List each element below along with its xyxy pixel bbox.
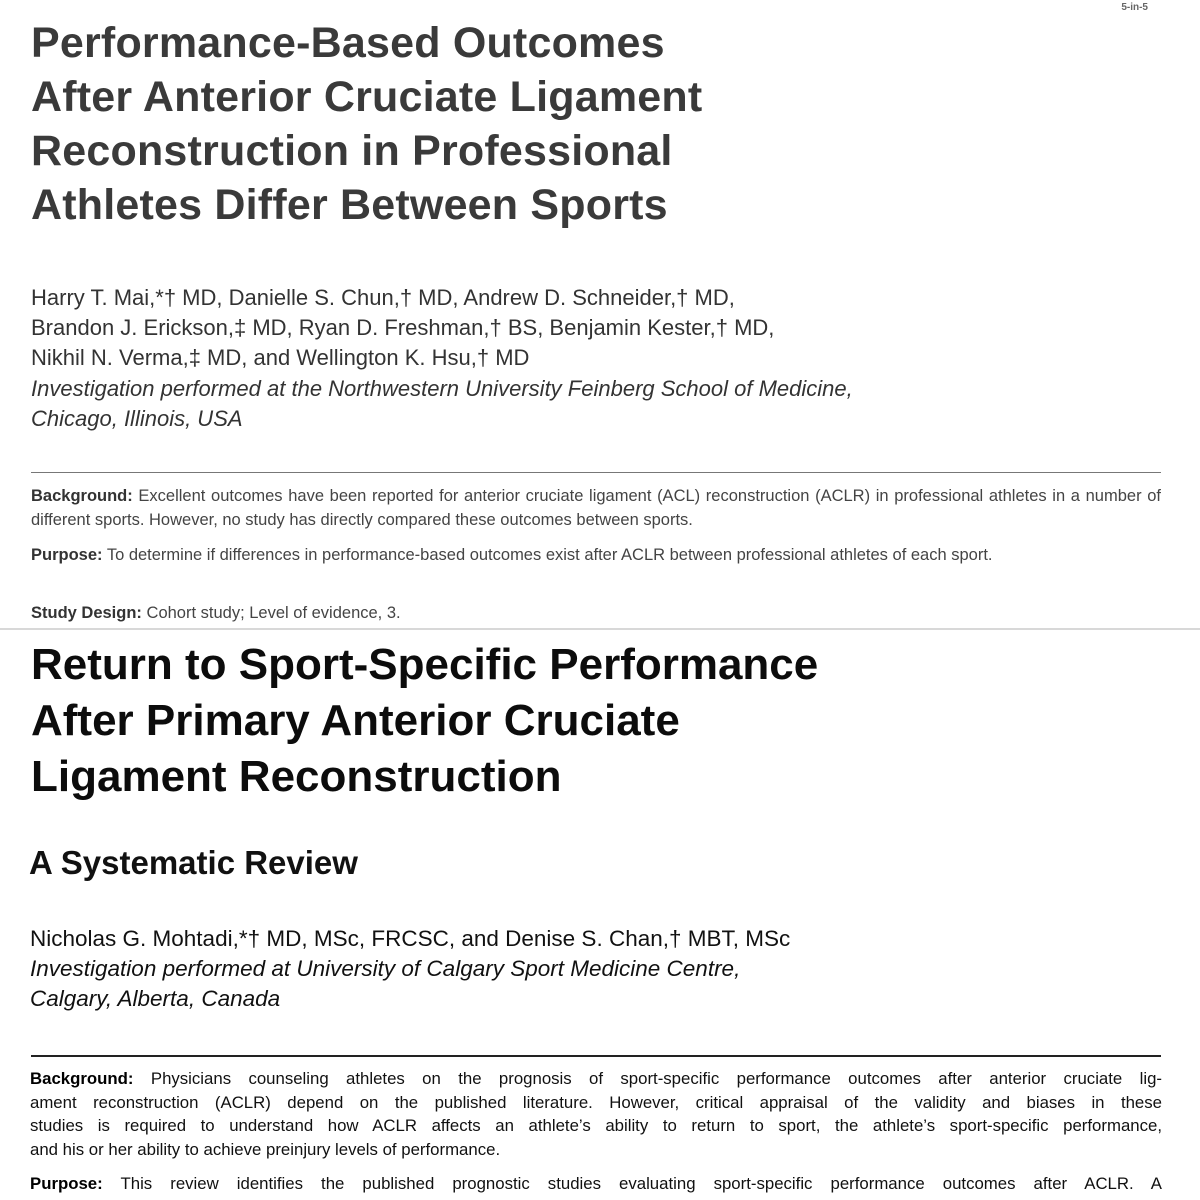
title-line: Performance-Based Outcomes <box>31 19 665 67</box>
purpose-line <box>30 1172 1162 1196</box>
background-line: and his or her ability to achieve preinjury levels of performance. <box>30 1139 501 1159</box>
background-label: Background: <box>31 487 133 505</box>
top-article-affiliation <box>31 374 1161 434</box>
bottom-article-authors: Nicholas G. Mohtadi,*† MD, MSc, FRCSC, and Denise S. Chan,† MBT, MSc <box>30 926 791 951</box>
bottom-article-panel <box>0 630 1200 1200</box>
design-text: Cohort study; Level of evidence, 3. <box>146 604 401 622</box>
bottom-article-subtitle: A Systematic Review <box>29 844 358 881</box>
abstract-divider <box>31 1055 1161 1057</box>
top-design-paragraph <box>31 601 1161 625</box>
affiliation-line: Chicago, Illinois, USA <box>31 406 243 431</box>
corner-tag: 5-in-5 <box>1121 2 1148 13</box>
title-line: Athletes Differ Between Sports <box>31 181 668 229</box>
background-text: Physicians counseling athletes on the prognosis of sport-specific performance outcomes after anterior cruciate lig- <box>150 1069 1162 1088</box>
author-line: Nikhil N. Verma,‡ MD, and Wellington K. Hsu,† MD <box>31 345 530 370</box>
author-line: Harry T. Mai,*† MD, Danielle S. Chun,† MD, Andrew D. Schneider,† MD, <box>31 285 735 310</box>
title-line: After Anterior Cruciate Ligament <box>31 73 703 121</box>
purpose-label: Purpose: <box>31 546 103 564</box>
background-label: Background: <box>30 1069 134 1088</box>
background-text: Excellent outcomes have been reported for anterior cruciate ligament (ACL) reconstruction (ACLR) in professional athletes in a number of different sports. However, no study has directly compared these outcomes between sports. <box>31 487 1161 529</box>
top-article-title <box>31 16 931 232</box>
top-background-paragraph <box>31 484 1161 532</box>
bottom-purpose-paragraph <box>30 1172 1162 1196</box>
background-line: ament reconstruction (ACLR) depend on the published literature. However, critical appraisal of the validity and biases in these <box>30 1092 1162 1112</box>
author-line: Brandon J. Erickson,‡ MD, Ryan D. Freshman,† BS, Benjamin Kester,† MD, <box>31 315 775 340</box>
affiliation-line: Calgary, Alberta, Canada <box>30 986 281 1011</box>
purpose-label: Purpose: <box>30 1174 103 1193</box>
purpose-text: This review identifies the published prognostic studies evaluating sport-specific performance outcomes after ACLR. A <box>120 1174 1162 1193</box>
design-label: Study Design: <box>31 604 142 622</box>
background-line: studies is required to understand how ACLR affects an athlete’s ability to return to sport, the athlete’s sport-specific performance, <box>30 1116 1162 1135</box>
title-line: Reconstruction in Professional <box>31 127 673 175</box>
title-line: After Primary Anterior Cruciate <box>31 696 680 745</box>
abstract-divider <box>31 472 1161 473</box>
bottom-background-paragraph <box>30 1067 1162 1161</box>
top-article-authors <box>31 283 1161 373</box>
bottom-article-affiliation <box>30 954 1160 1014</box>
affiliation-line: Investigation performed at the Northwestern University Feinberg School of Medicine, <box>31 376 853 401</box>
top-purpose-paragraph <box>31 543 1161 567</box>
bottom-article-title <box>31 637 1131 805</box>
background-line <box>30 1067 1162 1091</box>
affiliation-line: Investigation performed at University of Calgary Sport Medicine Centre, <box>30 956 741 981</box>
title-line: Return to Sport-Specific Performance <box>31 640 819 689</box>
purpose-text: To determine if differences in performance-based outcomes exist after ACLR between professional athletes of each sport. <box>106 546 993 564</box>
title-line: Ligament Reconstruction <box>31 752 562 801</box>
